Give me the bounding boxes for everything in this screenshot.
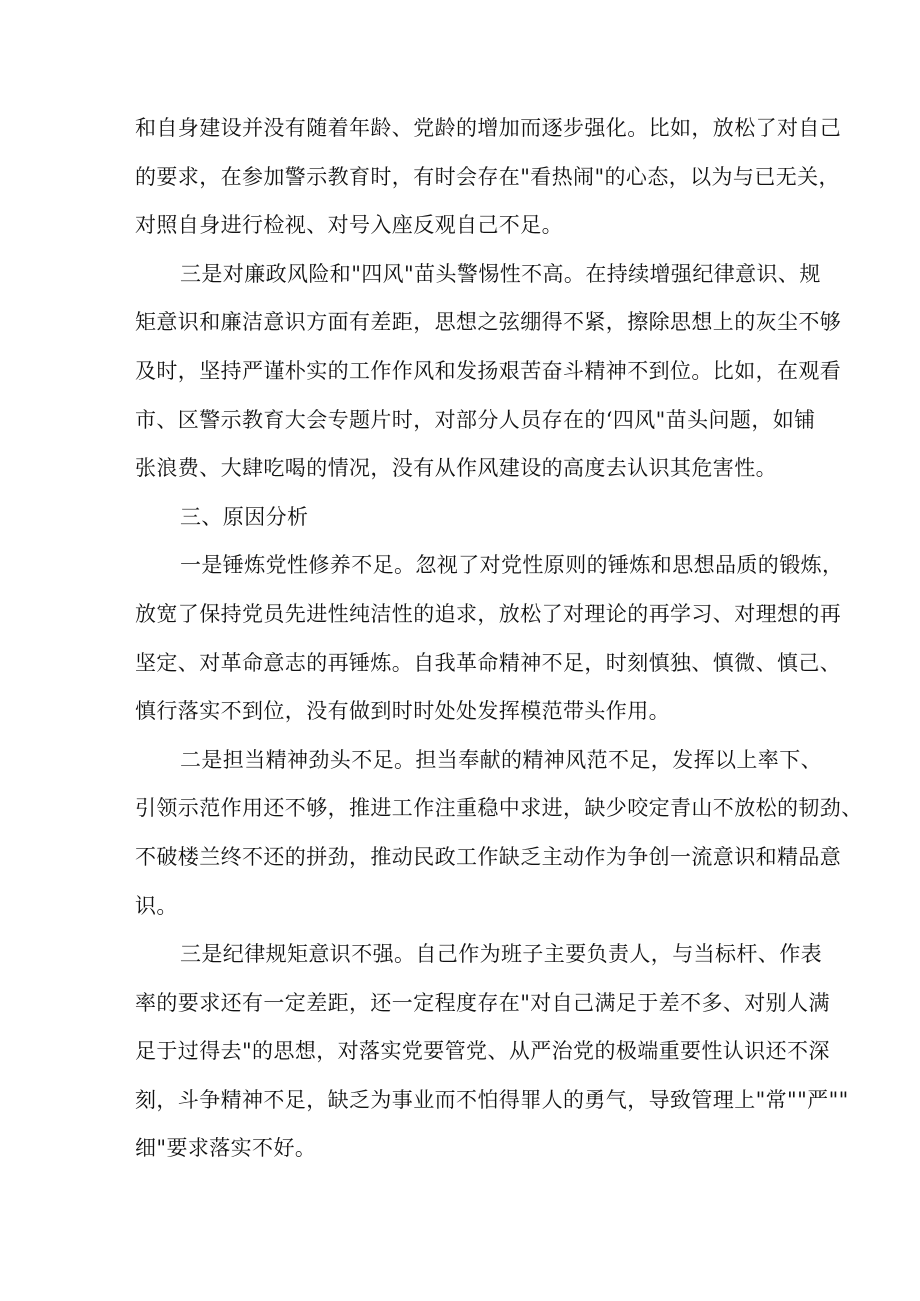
paragraph-cause-one bbox=[135, 541, 844, 735]
text-line: 一是锤炼党性修养不足。忽视了对党性原则的锤炼和思想品质的锻炼， bbox=[180, 553, 844, 578]
text-line: 细"要求落实不好。 bbox=[135, 1136, 317, 1161]
text-line: 二是担当精神劲头不足。担当奉献的精神风范不足，发挥以上率下、 bbox=[180, 747, 822, 772]
text-line: 率的要求还有一定差距，还一定程度存在"对自己满足于差不多、对别人满 bbox=[135, 990, 830, 1015]
text-line: 市、区警示教育大会专题片时，对部分人员存在的‘四风"苗头问题，如铺 bbox=[135, 407, 816, 432]
text-line: 刻，斗争精神不足，缺乏为事业而不怕得罪人的勇气，导致管理上"常""严"" bbox=[135, 1087, 849, 1112]
heading-text: 三、原因分析 bbox=[180, 504, 309, 529]
text-line: 张浪费、大肆吃喝的情况，没有从作风建设的高度去认识其危害性。 bbox=[135, 456, 777, 481]
text-line: 不破楼兰终不还的拼劲，推动民政工作缺乏主动作为争创一流意识和精品意 bbox=[135, 844, 842, 869]
text-line: 的要求，在参加警示教育时，有时会存在"看热闹"的心态，以为与已无关， bbox=[135, 164, 840, 189]
text-line: 对照自身进行检视、对号入座反观自己不足。 bbox=[135, 213, 563, 238]
text-line: 识。 bbox=[135, 893, 178, 918]
text-line: 坚定、对革命意志的再锤炼。自我革命精神不足，时刻慎独、慎微、慎己、 bbox=[135, 650, 842, 675]
paragraph-cause-two bbox=[135, 736, 863, 930]
text-line: 放宽了保持党员先进性纯洁性的追求，放松了对理论的再学习、对理想的再 bbox=[135, 601, 842, 626]
text-line: 及时，坚持严谨朴实的工作作风和发扬艰苦奋斗精神不到位。比如，在观看 bbox=[135, 358, 842, 383]
text-line: 引领示范作用还不够，推进工作注重稳中求进，缺少咬定青山不放松的韧劲、 bbox=[135, 796, 863, 821]
text-line: 慎行落实不到位，没有做到时时处处发挥模范带头作用。 bbox=[135, 699, 670, 724]
text-line: 矩意识和廉洁意识方面有差距，思想之弦绷得不紧，擦除思想上的灰尘不够 bbox=[135, 310, 842, 335]
section-heading-cause-analysis bbox=[135, 493, 800, 542]
text-line: 三是纪律规矩意识不强。自己作为班子主要负责人，与当标杆、作表 bbox=[180, 942, 822, 967]
paragraph-point-three-discipline bbox=[135, 250, 842, 493]
text-line: 足于过得去"的思想，对落实党要管党、从严治党的极端重要性认识还不深 bbox=[135, 1039, 830, 1064]
text-line: 和自身建设并没有随着年龄、党龄的增加而逐步强化。比如，放松了对自己 bbox=[135, 116, 842, 140]
document-body bbox=[135, 104, 863, 1173]
paragraph-continuation bbox=[135, 104, 842, 250]
paragraph-cause-three bbox=[135, 930, 849, 1173]
text-line: 三是对廉政风险和"四风"苗头警惕性不高。在持续增强纪律意识、规 bbox=[180, 261, 821, 286]
